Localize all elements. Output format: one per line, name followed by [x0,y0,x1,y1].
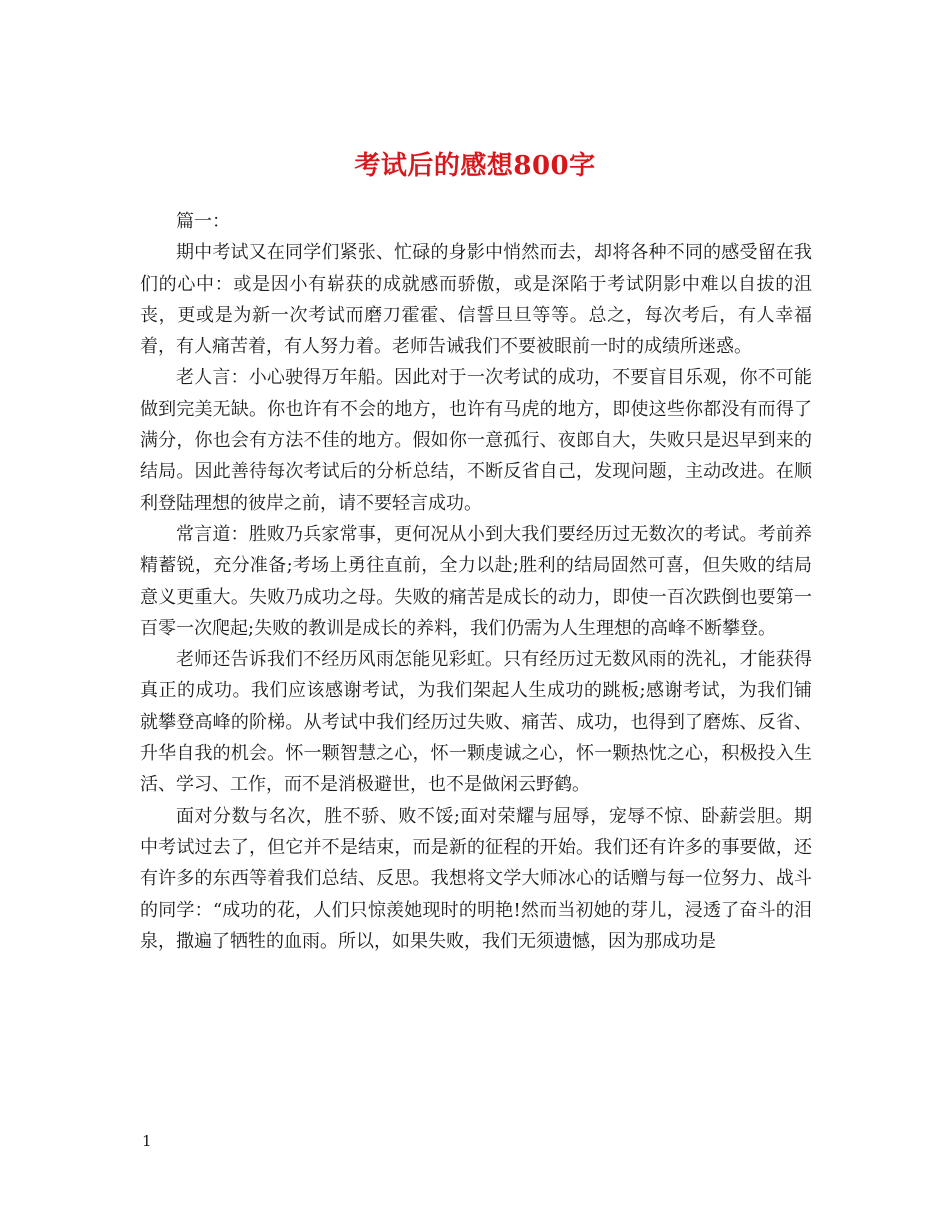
section-label: 篇一： [176,211,230,232]
document-title: 考试后的感想800字 [354,151,596,182]
paragraph-2: 老人言：小心驶得万年船。因此对于一次考试的成功，不要盲目乐观，你不可能做到完美无缺。你也许有不会的地方，也许有马虎的地方，即使这些你都没有而得了满分，你也会有方法不佳的地方。假如你一意孤行、夜郎自大，失败只是迟早到来的结局。因此善待每次考试后的分析总结，不断反省自己，发现问题，主动改进。在顺利登陆理想的彼岸之前，请不要轻言成功。 [140,367,812,514]
page-number: 1 [142,1132,152,1150]
paragraph-4: 老师还告诉我们不经历风雨怎能见彩虹。只有经历过无数风雨的洗礼，才能获得真正的成功。我们应该感谢考试，为我们架起人生成功的跳板;感谢考试，为我们铺就攀登高峰的阶梯。从考试中我们经历过失败、痛苦、成功，也得到了磨炼、反省、升华自我的机会。怀一颗智慧之心，怀一颗虔诚之心，怀一颗热忱之心，积极投入生活、学习、工作，而不是消极避世，也不是做闲云野鹤。 [140,649,812,796]
paragraph-5: 面对分数与名次，胜不骄、败不馁;面对荣耀与屈辱，宠辱不惊、卧薪尝胆。期中考试过去了，但它并不是结束，而是新的征程的开始。我们还有许多的事要做，还有许多的东西等着我们总结、反思。我想将文学大师冰心的话赠与每一位努力、战斗的同学：“成功的花，人们只惊羡她现时的明艳!然而当初她的芽儿，浸透了奋斗的泪泉，撒遍了牺牲的血雨。所以，如果失败，我们无须遗憾，因为那成功是 [140,805,812,952]
document-body [140,206,812,957]
paragraph-3: 常言道：胜败乃兵家常事，更何况从小到大我们要经历过无数次的考试。考前养精蓄锐，充分准备;考场上勇往直前，全力以赴;胜利的结局固然可喜，但失败的结局意义更重大。失败乃成功之母。失败的痛苦是成长的动力，即使一百次跌倒也要第一百零一次爬起;失败的教训是成长的养料，我们仍需为人生理想的高峰不断攀登。 [140,523,812,639]
paragraph-1: 期中考试又在同学们紧张、忙碌的身影中悄然而去，却将各种不同的感受留在我们的心中：或是因小有崭获的成就感而骄傲，或是深陷于考试阴影中难以自拔的沮丧，更或是为新一次考试而磨刀霍霍、信誓旦旦等等。总之，每次考后，有人幸福着，有人痛苦着，有人努力着。老师告诫我们不要被眼前一时的成绩所迷惑。 [140,242,812,358]
